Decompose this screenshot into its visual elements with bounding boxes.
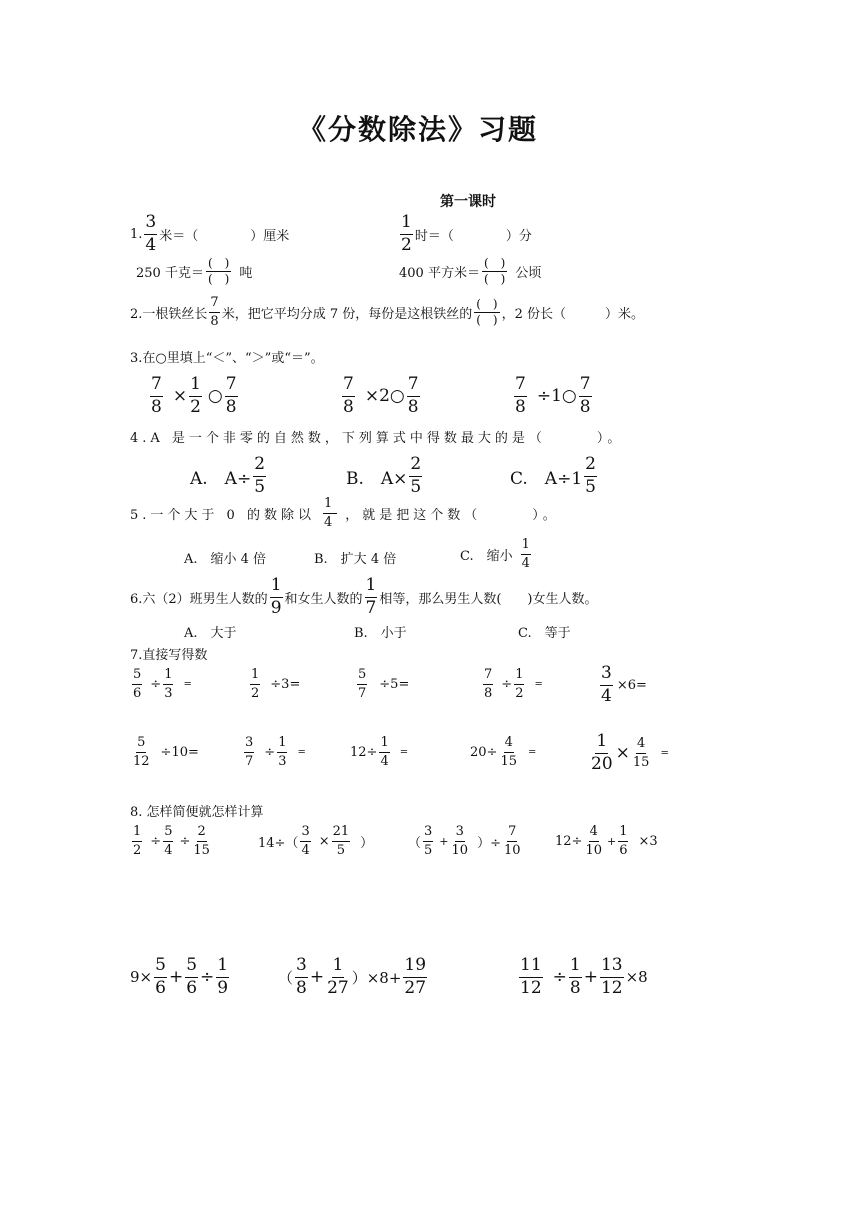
fraction: $\frac{3}{7}$ bbox=[245, 735, 254, 769]
fraction: $\frac{11}{12}$ bbox=[520, 955, 542, 998]
fraction: $\frac{7}{8}$ bbox=[151, 374, 162, 417]
fraction: $\frac{5}{6}$ bbox=[133, 667, 142, 701]
fraction: $\frac{4}{15}$ bbox=[632, 736, 650, 770]
q7-item: $\frac{5}{6}$ ÷ $\frac{1}{3}$ = bbox=[133, 667, 192, 701]
q7-item: $\frac{5}{7}$ ÷5= bbox=[358, 667, 410, 701]
q1-part-b: $\frac{1}{2}$ 时＝（ ）分 bbox=[401, 212, 532, 255]
page-title: 《分数除法》习题 bbox=[298, 113, 539, 146]
fraction: $\frac{1}{6}$ bbox=[619, 824, 628, 858]
question-2: 2.一根铁丝长 $\frac{7}{8}$ 米，把它平均分成 7 份，每份是这根铁丝的 $\frac{( )}{( )}$ ，2 份长（ ）米。 bbox=[130, 295, 645, 329]
fraction: $\frac{3}{8}$ bbox=[296, 955, 307, 998]
fraction: $\frac{1}{4}$ bbox=[521, 537, 530, 571]
fraction: $\frac{1}{8}$ bbox=[569, 955, 581, 998]
fraction: $\frac{3}{5}$ bbox=[424, 824, 433, 858]
fraction: $\frac{1}{2}$ bbox=[515, 667, 524, 701]
q7-item: $\frac{3}{4}$ ×6= bbox=[601, 663, 647, 706]
fraction: $\frac{3}{4}$ bbox=[145, 212, 157, 255]
q8-item: 12÷ $\frac{4}{10}$ + $\frac{1}{6}$ ×3 bbox=[555, 824, 658, 858]
fraction: $\frac{7}{8}$ bbox=[225, 374, 237, 417]
fraction: $\frac{1}{2}$ bbox=[251, 667, 260, 701]
fraction: $\frac{1}{3}$ bbox=[164, 667, 173, 701]
fraction: $\frac{1}{2}$ bbox=[133, 824, 142, 858]
q1-part-c: 250 千克＝ $\frac{( )}{( )}$ 吨 bbox=[136, 256, 253, 286]
fraction: $\frac{2}{5}$ bbox=[410, 454, 422, 497]
fraction: $\frac{5}{6}$ bbox=[155, 955, 166, 998]
question-4-text: 4.A 是一个非零的自然数，下列算式中得数最大的是（ ）。 bbox=[130, 431, 625, 446]
q4-option-c[interactable]: C. A÷1 $\frac{2}{5}$ bbox=[510, 454, 596, 497]
q4-option-b[interactable]: B. A× $\frac{2}{5}$ bbox=[346, 454, 422, 497]
fraction: $\frac{2}{5}$ bbox=[254, 454, 266, 497]
fraction: $\frac{7}{8}$ bbox=[484, 667, 493, 701]
fraction: $\frac{5}{12}$ bbox=[133, 735, 150, 769]
q8-item: （ $\frac{3}{5}$ + $\frac{3}{10}$ ）÷ $\frac{7}{10}$ bbox=[408, 824, 521, 858]
question-8-text: 8. 怎样简便就怎样计算 bbox=[130, 805, 264, 820]
fraction: $\frac{7}{8}$ bbox=[515, 374, 526, 417]
q5-option-a[interactable]: A. 缩小 4 倍 bbox=[184, 552, 267, 567]
fraction: $\frac{1}{9}$ bbox=[217, 955, 229, 998]
q7-item: 12÷ $\frac{1}{4}$ = bbox=[350, 735, 409, 769]
fraction: $\frac{7}{8}$ bbox=[579, 374, 591, 417]
fraction: $\frac{2}{15}$ bbox=[193, 824, 210, 858]
fraction: $\frac{1}{20}$ bbox=[591, 731, 613, 774]
question-7-text: 7.直接写得数 bbox=[130, 648, 208, 663]
q8-item: $\frac{1}{2}$ ÷ $\frac{5}{4}$ ÷ $\frac{2}{15}$ bbox=[133, 824, 210, 858]
fraction: $\frac{7}{8}$ bbox=[343, 374, 354, 417]
fraction: $\frac{21}{5}$ bbox=[332, 824, 350, 858]
q8-item: $\frac{11}{12}$ ÷ $\frac{1}{8}$ + $\frac{13}{12}$ ×8 bbox=[520, 955, 648, 998]
q7-item: $\frac{5}{12}$ ÷10= bbox=[133, 735, 199, 769]
q1-part-d: 400 平方米＝ $\frac{( )}{( )}$ 公顷 bbox=[399, 256, 542, 286]
question-6: 6.六（2）班男生人数的 $\frac{1}{9}$ 和女生人数的 $\frac{1}{7}$ 相等，那么男生人数( )女生人数。 bbox=[130, 575, 598, 618]
fraction: $\frac{7}{8}$ bbox=[210, 295, 219, 329]
fraction: $\frac{7}{8}$ bbox=[407, 374, 419, 417]
fraction: $\frac{1}{2}$ bbox=[190, 374, 201, 417]
fraction: $\frac{1}{4}$ bbox=[323, 496, 337, 530]
fraction: $\frac{19}{27}$ bbox=[404, 955, 427, 998]
q7-item: $\frac{3}{7}$ ÷ $\frac{1}{3}$ = bbox=[245, 735, 306, 769]
q5-option-b[interactable]: B. 扩大 4 倍 bbox=[314, 552, 397, 567]
fraction: $\frac{1}{9}$ bbox=[270, 575, 282, 618]
q8-item: 14÷（ $\frac{3}{4}$ × $\frac{21}{5}$ ） bbox=[258, 824, 374, 858]
fraction: $\frac{1}{4}$ bbox=[380, 735, 389, 769]
q6-option-a[interactable]: A. 大于 bbox=[184, 626, 237, 641]
q7-item: 20÷ $\frac{4}{15}$ = bbox=[470, 735, 537, 769]
fraction: $\frac{1}{7}$ bbox=[365, 575, 377, 618]
q8-item: 9× $\frac{5}{6}$ + $\frac{5}{6}$ ÷ $\frac{1}{9}$ bbox=[130, 955, 229, 998]
blank-fraction[interactable]: $\frac{( )}{( )}$ bbox=[207, 256, 230, 286]
compare-circle[interactable]: ○ bbox=[207, 386, 223, 407]
q7-item: $\frac{7}{8}$ ÷ $\frac{1}{2}$ = bbox=[484, 667, 543, 701]
fraction: $\frac{5}{6}$ bbox=[186, 955, 198, 998]
fraction: $\frac{2}{5}$ bbox=[585, 454, 596, 497]
q4-option-a[interactable]: A. A÷ $\frac{2}{5}$ bbox=[190, 454, 266, 497]
fraction: $\frac{5}{4}$ bbox=[164, 824, 173, 858]
question-3-text: 3.在○里填上“＜”、“＞”或“＝”。 bbox=[130, 351, 324, 366]
q6-option-c[interactable]: C. 等于 bbox=[518, 626, 571, 641]
q7-item: $\frac{1}{20}$ × $\frac{4}{15}$ = bbox=[591, 731, 669, 774]
q3-expression-1: $\frac{7}{8}$ × $\frac{1}{2}$ ○ $\frac{7}{8}$ bbox=[151, 374, 237, 417]
fraction: $\frac{3}{4}$ bbox=[301, 824, 310, 858]
fraction: $\frac{4}{15}$ bbox=[500, 735, 517, 769]
fraction: $\frac{3}{4}$ bbox=[601, 663, 612, 706]
q5-option-c[interactable]: C. 缩小 $\frac{1}{4}$ bbox=[460, 537, 530, 571]
q7-item: $\frac{1}{2}$ ÷3= bbox=[251, 667, 301, 701]
q8-item: （ $\frac{3}{8}$ + $\frac{1}{27}$ ）×8+ $\frac{19}{27}$ bbox=[278, 955, 427, 998]
fraction: $\frac{1}{3}$ bbox=[278, 735, 287, 769]
blank-fraction[interactable]: $\frac{( )}{( )}$ bbox=[476, 297, 498, 327]
fraction: $\frac{4}{10}$ bbox=[585, 824, 602, 858]
q6-option-b[interactable]: B. 小于 bbox=[354, 626, 407, 641]
q3-expression-3: $\frac{7}{8}$ ÷1○ $\frac{7}{8}$ bbox=[515, 374, 591, 417]
lesson-subtitle: 第一课时 bbox=[440, 194, 496, 210]
blank-fraction[interactable]: $\frac{( )}{( )}$ bbox=[483, 256, 506, 286]
fraction: $\frac{13}{12}$ bbox=[600, 955, 623, 998]
q1-part-a: 1. $\frac{3}{4}$ 米＝（ ）厘米 bbox=[130, 212, 290, 255]
fraction: $\frac{5}{7}$ bbox=[358, 667, 367, 701]
fraction: $\frac{7}{10}$ bbox=[503, 824, 521, 858]
q3-expression-2: $\frac{7}{8}$ ×2○ $\frac{7}{8}$ bbox=[343, 374, 419, 417]
question-5: 5.一个大于 0 的数除以 $\frac{1}{4}$ ，就是把这个数（ ）。 bbox=[130, 496, 560, 530]
fraction: $\frac{3}{10}$ bbox=[451, 824, 469, 858]
fraction: $\frac{1}{27}$ bbox=[327, 955, 349, 998]
fraction: $\frac{1}{2}$ bbox=[401, 212, 412, 255]
